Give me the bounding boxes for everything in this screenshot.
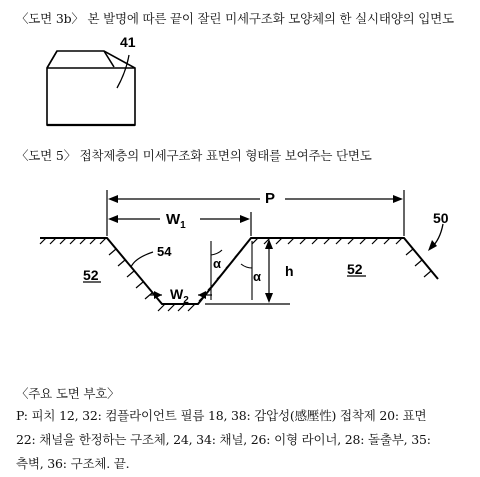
label-41: 41 [120, 34, 136, 50]
label-50: 50 [433, 210, 449, 226]
reference-numerals-line-2: 22: 채널을 한정하는 구조체, 24, 34: 채널, 26: 이형 라이너, 28: 돌출부, 35: [16, 432, 431, 447]
label-h: h [285, 263, 294, 279]
label-alpha-2: α [253, 269, 261, 284]
label-w1: $W_1$ [166, 211, 186, 231]
reference-numerals-title: 〈주요 도면 부호〉 [16, 386, 120, 401]
label-52-right: 52 [347, 261, 363, 277]
cross-section-drawing [40, 190, 443, 311]
label-54: 54 [157, 244, 172, 259]
figure-5-caption: 〈도면 5〉 접착제층의 미세구조화 표면의 형태를 보여주는 단면도 [16, 148, 372, 163]
label-p: P [265, 190, 276, 207]
figure-3b-caption: 〈도면 3b〉 본 발명에 따른 끝이 잘린 미세구조화 모양체의 한 실시태양의 입면도 [16, 11, 454, 26]
label-alpha-1: α [213, 256, 221, 271]
reference-numerals-line-1: P: 피치 12, 32: 컴플라이언트 필름 18, 38: 감압성(感壓性) 접착제 20: 표면 [16, 408, 427, 423]
truncated-pyramid-drawing [47, 51, 135, 125]
reference-numerals-line-3: 측벽, 36: 구조체. 끝. [16, 456, 130, 471]
label-w2: $W_2$ [170, 286, 189, 306]
label-52-left: 52 [83, 267, 99, 283]
